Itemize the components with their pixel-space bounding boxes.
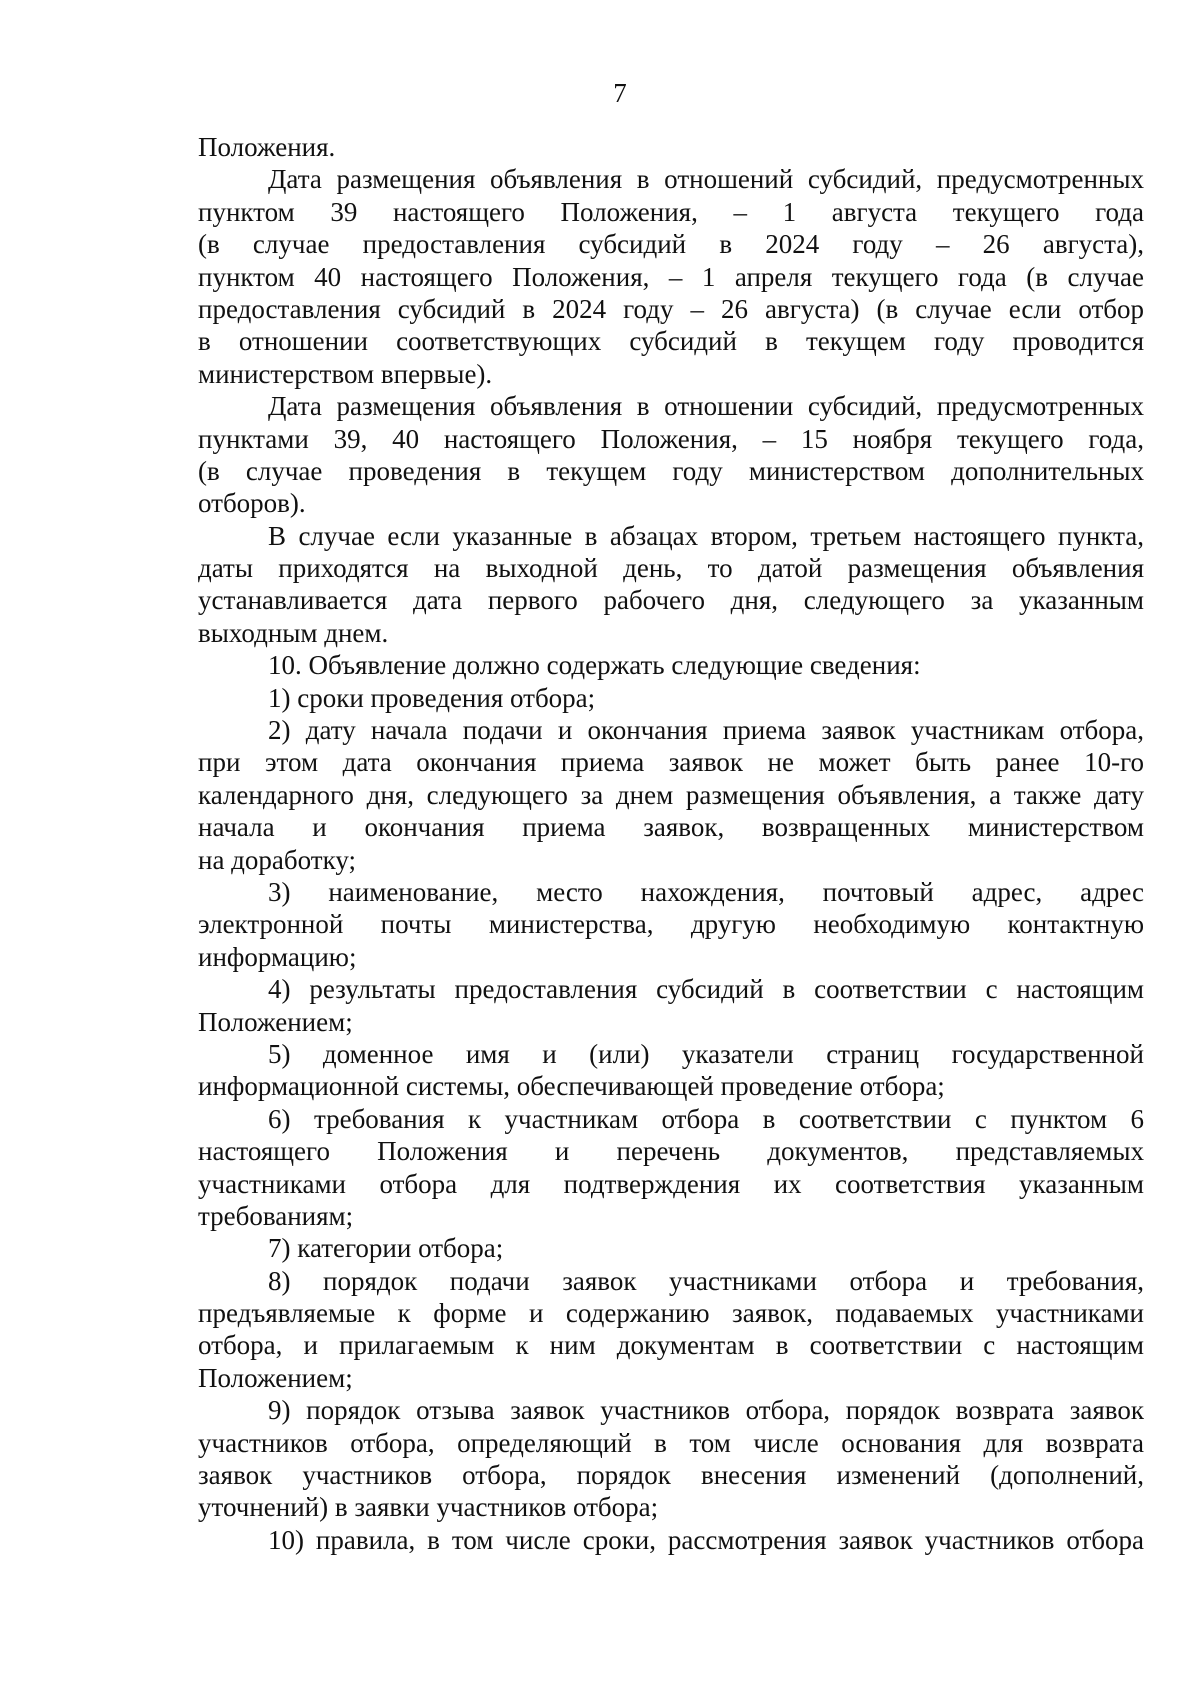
text-line: календарного дня, следующего за днем размещения объявления, а также дату: [198, 779, 1144, 810]
text-line: Дата размещения объявления в отношений субсидий, предусмотренных: [268, 164, 1144, 195]
text-line: (в случае предоставления субсидий в 2024 году – 26 августа),: [198, 229, 1144, 260]
text-line: 8) порядок подачи заявок участниками отбора и требования,: [268, 1265, 1144, 1296]
text-line: даты приходятся на выходной день, то датой размещения объявления: [198, 553, 1144, 584]
text-line: Положением;: [198, 1362, 353, 1393]
text-line: Дата размещения объявления в отношении субсидий, предусмотренных: [268, 391, 1144, 422]
text-line: 5) доменное имя и (или) указатели страниц государственной: [268, 1038, 1144, 1069]
text-line: отборов).: [198, 488, 306, 519]
text-line: 4) результаты предоставления субсидий в соответствии с настоящим: [268, 974, 1144, 1005]
text-line: В случае если указанные в абзацах втором, третьем настоящего пункта,: [268, 520, 1144, 551]
text-line: предъявляемые к форме и содержанию заявок, подаваемых участниками: [198, 1298, 1144, 1329]
text-line: 7) категории отбора;: [268, 1233, 504, 1264]
text-line: устанавливается дата первого рабочего дня, следующего за указанным: [198, 585, 1144, 616]
text-line: пунктами 39, 40 настоящего Положения, – 15 ноября текущего года,: [198, 423, 1144, 454]
text-line: начала и окончания приема заявок, возвращенных министерством: [198, 812, 1144, 843]
text-line: предоставления субсидий в 2024 году – 26 августа) (в случае если отбор: [198, 293, 1144, 324]
text-line: 2) дату начала подачи и окончания приема заявок участникам отбора,: [268, 715, 1144, 746]
text-line: настоящего Положения и перечень документов, представляемых: [198, 1136, 1144, 1167]
text-line: (в случае проведения в текущем году министерством дополнительных: [198, 455, 1144, 486]
text-line: выходным днем.: [198, 617, 389, 648]
text-line: 6) требования к участникам отбора в соответствии с пунктом 6: [268, 1103, 1144, 1134]
text-line: информационной системы, обеспечивающей проведение отбора;: [198, 1071, 945, 1102]
text-line: заявок участников отбора, порядок внесения изменений (дополнений,: [198, 1460, 1144, 1491]
text-line: электронной почты министерства, другую необходимую контактную: [198, 909, 1144, 940]
page-number: 7: [613, 78, 627, 108]
text-line: Положения.: [198, 132, 336, 162]
document-body: [198, 131, 1144, 1556]
text-line: 9) порядок отзыва заявок участников отбора, порядок возврата заявок: [268, 1395, 1144, 1426]
text-line: участниками отбора для подтверждения их соответствия указанным: [198, 1168, 1144, 1199]
text-line: участников отбора, определяющий в том числе основания для возврата: [198, 1427, 1144, 1458]
text-line: Положением;: [198, 1006, 353, 1037]
text-line: 1) сроки проведения отбора;: [268, 682, 596, 713]
text-line: информацию;: [198, 941, 357, 972]
text-line: в отношении соответствующих субсидий в текущем году проводится: [198, 326, 1144, 357]
text-line: требованиям;: [198, 1200, 354, 1231]
text-line: 10) правила, в том числе сроки, рассмотрения заявок участников отбора: [268, 1524, 1144, 1555]
text-line: пунктом 39 настоящего Положения, – 1 августа текущего года: [198, 196, 1144, 227]
text-line: отбора, и прилагаемым к ним документам в соответствии с настоящим: [198, 1330, 1144, 1361]
text-line: на доработку;: [198, 844, 356, 875]
text-line: 10. Объявление должно содержать следующие сведения:: [268, 650, 921, 681]
text-line: пунктом 40 настоящего Положения, – 1 апреля текущего года (в случае: [198, 261, 1144, 292]
text-line: министерством впервые).: [198, 358, 493, 389]
text-line: при этом дата окончания приема заявок не может быть ранее 10-го: [198, 747, 1144, 778]
text-line: уточнений) в заявки участников отбора;: [198, 1492, 659, 1523]
text-line: 3) наименование, место нахождения, почтовый адрес, адрес: [268, 876, 1144, 907]
